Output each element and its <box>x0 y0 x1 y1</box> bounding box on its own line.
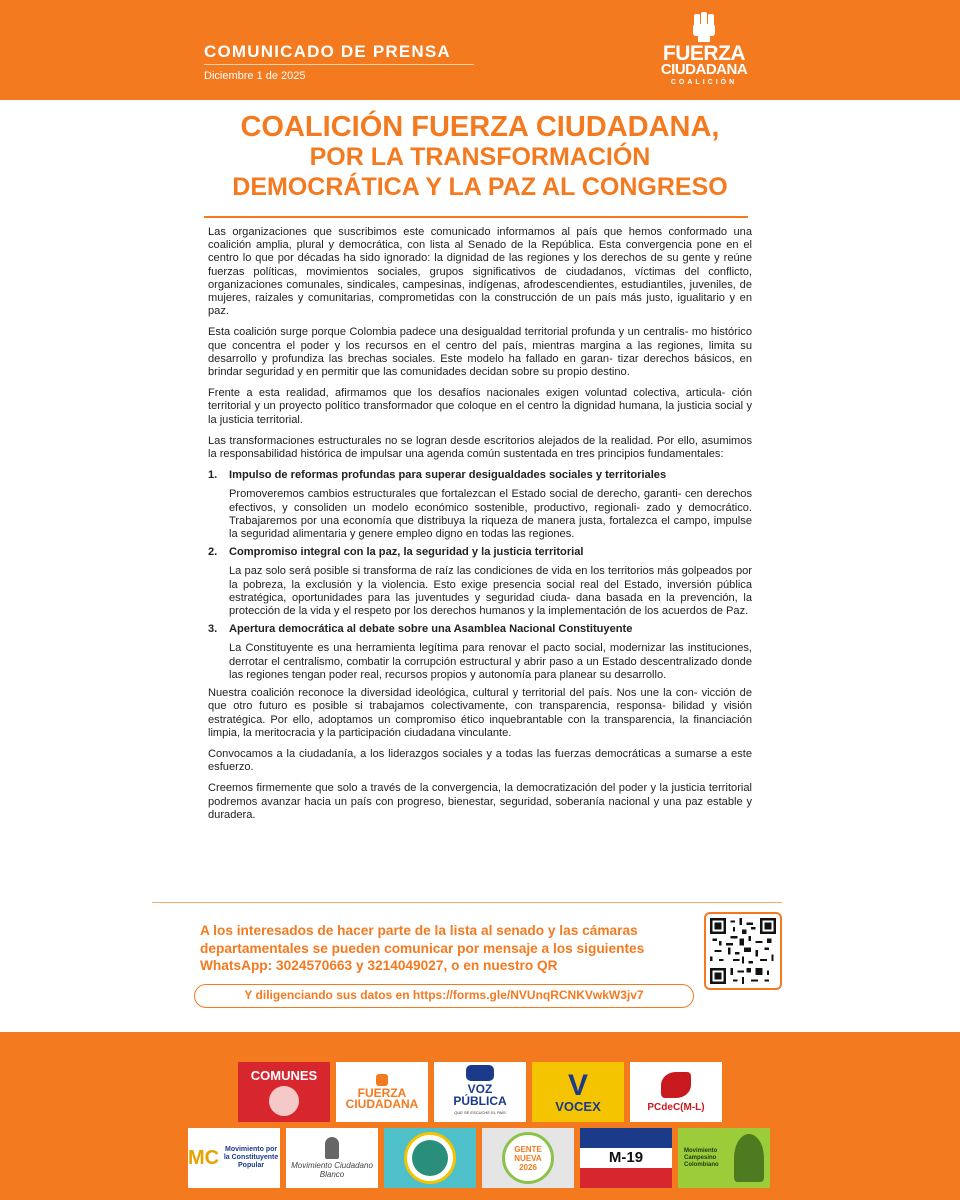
fuerza-label-2: CIUDADANA <box>345 1097 419 1111</box>
paragraph: Las transformaciones estructurales no se logran desde escritorios alejados de la realidad. Por ello, asumimos la responsabilidad histórica de impulsar una agenda común sustentada en tres principios fundamentales: <box>208 434 752 461</box>
headline <box>150 112 810 202</box>
principle-text: La paz solo será posible si transforma de raíz las condiciones de vida en los territorios más golpeados por la pobreza, la exclusión y la violencia. Esto exige presencia social real del Estado, inversión pública estratégica, oportunidades para las juventudes y seguridad ciuda- dana basada en la prevención, la protección de la vida y el respeto por los derechos humanos y la implementación de los acuerdos de Paz. <box>229 565 752 618</box>
headline-line-3: DEMOCRÁTICA Y LA PAZ AL CONGRESO <box>232 173 728 201</box>
logo-line-1: FUERZA <box>662 42 746 65</box>
principle-title: Compromiso integral con la paz, la seguridad y la justicia territorial <box>229 546 584 559</box>
vocex-label: VOCEX <box>555 1098 601 1114</box>
fuerza-ciudadana-logo <box>648 10 760 94</box>
paragraph: Frente a esta realidad, afirmamos que los desafíos nacionales exigen voluntad colectiva, articula- ción territorial y un proyecto político transformador que coloque en el centro la dignidad humana, la justicia social y la justicia territorial. <box>208 387 752 426</box>
principle-number: 3. <box>208 623 218 636</box>
qr-code[interactable] <box>704 912 782 990</box>
press-release-label: COMUNICADO DE PRENSA <box>204 42 451 61</box>
logo-line-2: CIUDADANA <box>660 61 748 78</box>
mcp-mark: MC <box>188 1147 220 1169</box>
header-divider <box>204 64 474 65</box>
principle-item <box>208 623 752 682</box>
fuerza-label-1: FUERZA <box>357 1086 407 1100</box>
comunes-logo <box>238 1062 330 1122</box>
comunes-label: COMUNES <box>250 1068 318 1083</box>
headline-line-1: COALICIÓN FUERZA CIUDADANA, <box>240 111 720 143</box>
release-date: Diciembre 1 de 2025 <box>204 70 306 82</box>
form-link-box[interactable] <box>194 984 694 1008</box>
principle-item <box>208 546 752 618</box>
form-link-prefix: Y diligenciando sus datos en <box>244 988 413 1002</box>
hammer-sickle-icon <box>661 1072 691 1098</box>
logo-line-3: COALICIÓN <box>670 79 738 86</box>
voz-tagline: QUE SE ESCUCHE EL PAÍS <box>454 1110 506 1115</box>
paragraph: Creemos firmemente que solo a través de la convergencia, la democratización del poder y la justicia territorial podremos avanzar hacia un país con progreso, bienestar, seguridad, soberanía nacional y una paz estable y duradera. <box>208 782 752 821</box>
fuerza-ciudadana-partner-logo <box>336 1062 428 1122</box>
flag-stripe-blue <box>580 1128 672 1148</box>
form-link[interactable]: https://forms.gle/NVUnqRCNKVwkW3jv7 <box>412 988 644 1002</box>
plant-icon <box>734 1134 764 1182</box>
principle-title: Apertura democrática al debate sobre una Asamblea Nacional Constituyente <box>229 623 633 636</box>
raised-fist-icon <box>684 10 724 42</box>
headline-divider <box>204 216 748 218</box>
statement-body <box>208 226 752 830</box>
mcp-logo <box>188 1128 280 1188</box>
mcp-label: Movimiento por la Constituyente Popular <box>223 1146 279 1169</box>
pcdec-label: PCdeC(M-L) <box>647 1101 705 1113</box>
people-icon <box>466 1065 494 1081</box>
gente-nueva-badge <box>502 1132 554 1184</box>
principle-number: 1. <box>208 469 218 482</box>
movimiento-campesino-logo <box>678 1128 770 1188</box>
vocex-logo <box>532 1062 624 1122</box>
gente-label-3: 2026 <box>519 1162 537 1172</box>
headline-line-2: POR LA TRANSFORMACIÓN <box>309 143 651 171</box>
paragraph: Esta coalición surge porque Colombia padece una desigualdad territorial profunda y un centralis- mo histórico que concentra el poder y los recursos en el centro del país, mientras margina a las regiones, limita su desarrollo y profundiza las brechas sociales. Este modelo ha fallado en garan- tizar derechos básicos, en brindar seguridad y en permitir que las comunidades decidan sobre su propio destino. <box>208 326 752 379</box>
voz-label-2: PÚBLICA <box>453 1094 507 1108</box>
cta-message: A los interesados de hacer parte de la lista al senado y las cámaras departamentales se pueden comunicar por mensaje a los siguientes WhatsApp: 3024570663 y 3214049027, o en nuestro QR <box>200 923 645 973</box>
principle-text: La Constituyente es una herramienta legítima para renovar el pacto social, modernizar las instituciones, derrotar el centralismo, combatir la corrupción estructural y abrir paso a un Estado descentralizado donde las regiones tengan poder real, recursos propios y autonomía para planear su desarrollo. <box>229 642 752 681</box>
m19-logo <box>580 1128 672 1188</box>
paragraph: Las organizaciones que suscribimos este comunicado informamos al país que hemos conformado una coalición amplia, plural y democrática, con lista al Senado de la República. Esta convergencia pone en el centro lo que por décadas ha sido ignorado: la dignidad de las regiones y los derechos de su gente y reúne fuerzas políticas, movimientos sociales, grupos significativos de ciudadanos, víctimas del conflicto, organizaciones comunales, sindicales, campesinas, indígenas, afrodescendientes, estudiantiles, juveniles, de mujeres, raizales y comunitarias, comprometidas con la construcción de un país más justo, igualitario y en paz. <box>208 226 752 318</box>
paragraph: Nuestra coalición reconoce la diversidad ideológica, cultural y territorial del país. Nos une la con- vicción de que otro futuro es posible si trabajamos colectivamente, con transparencia, responsa- bilidad y visión estratégica. Por ello, adoptamos un compromiso ético inquebrantable con la transparencia, la financiación limpia, la meritocracia y la participación ciudadana vinculante. <box>208 687 752 739</box>
voz-publica-logo <box>434 1062 526 1122</box>
vocex-v: V <box>567 1068 588 1102</box>
gente-nueva-logo <box>482 1128 574 1188</box>
mcb-label: Movimiento Ciudadano Blanco <box>291 1161 373 1179</box>
figure-icon <box>325 1137 339 1159</box>
header-band <box>0 0 960 100</box>
rose-icon <box>269 1086 299 1116</box>
m19-label: M-19 <box>580 1148 672 1168</box>
fist-icon <box>376 1074 388 1086</box>
mcc-label: Movimiento Campesino Colombiano <box>684 1147 719 1168</box>
principle-heading <box>208 469 752 482</box>
flag-stripe-red <box>580 1168 672 1188</box>
circle-emblem-icon <box>404 1132 456 1184</box>
community-circle-logo <box>384 1128 476 1188</box>
paragraph: Convocamos a la ciudadanía, a los liderazgos sociales y a todas las fuerzas democráticas a sumarse a este esfuerzo. <box>208 747 752 774</box>
principle-heading <box>208 623 752 636</box>
principle-heading <box>208 546 752 559</box>
principle-text: Promoveremos cambios estructurales que fortalezcan el Estado social de derecho, garanti- cen derechos efectivos, y consoliden un modelo económico sostenible, productivo, regionali- zado y democrático. Trabajaremos por una economía que distribuya la riqueza de manera justa, fortalezca el campo, impulse la seguridad alimentaria y genere empleo digno en todas las regiones. <box>229 488 752 541</box>
voz-label-1: VOZ <box>467 1082 493 1096</box>
gente-label-1: GENTE <box>514 1144 542 1154</box>
principle-number: 2. <box>208 546 218 559</box>
principle-title: Impulso de reformas profundas para superar desigualdades sociales y territoriales <box>229 469 667 482</box>
cta-divider <box>152 902 782 903</box>
gente-label-2: NUEVA <box>514 1153 542 1163</box>
pcdec-logo <box>630 1062 722 1122</box>
principle-item <box>208 469 752 541</box>
movimiento-ciudadano-blanco-logo <box>286 1128 378 1188</box>
qr-code-icon <box>710 918 776 984</box>
